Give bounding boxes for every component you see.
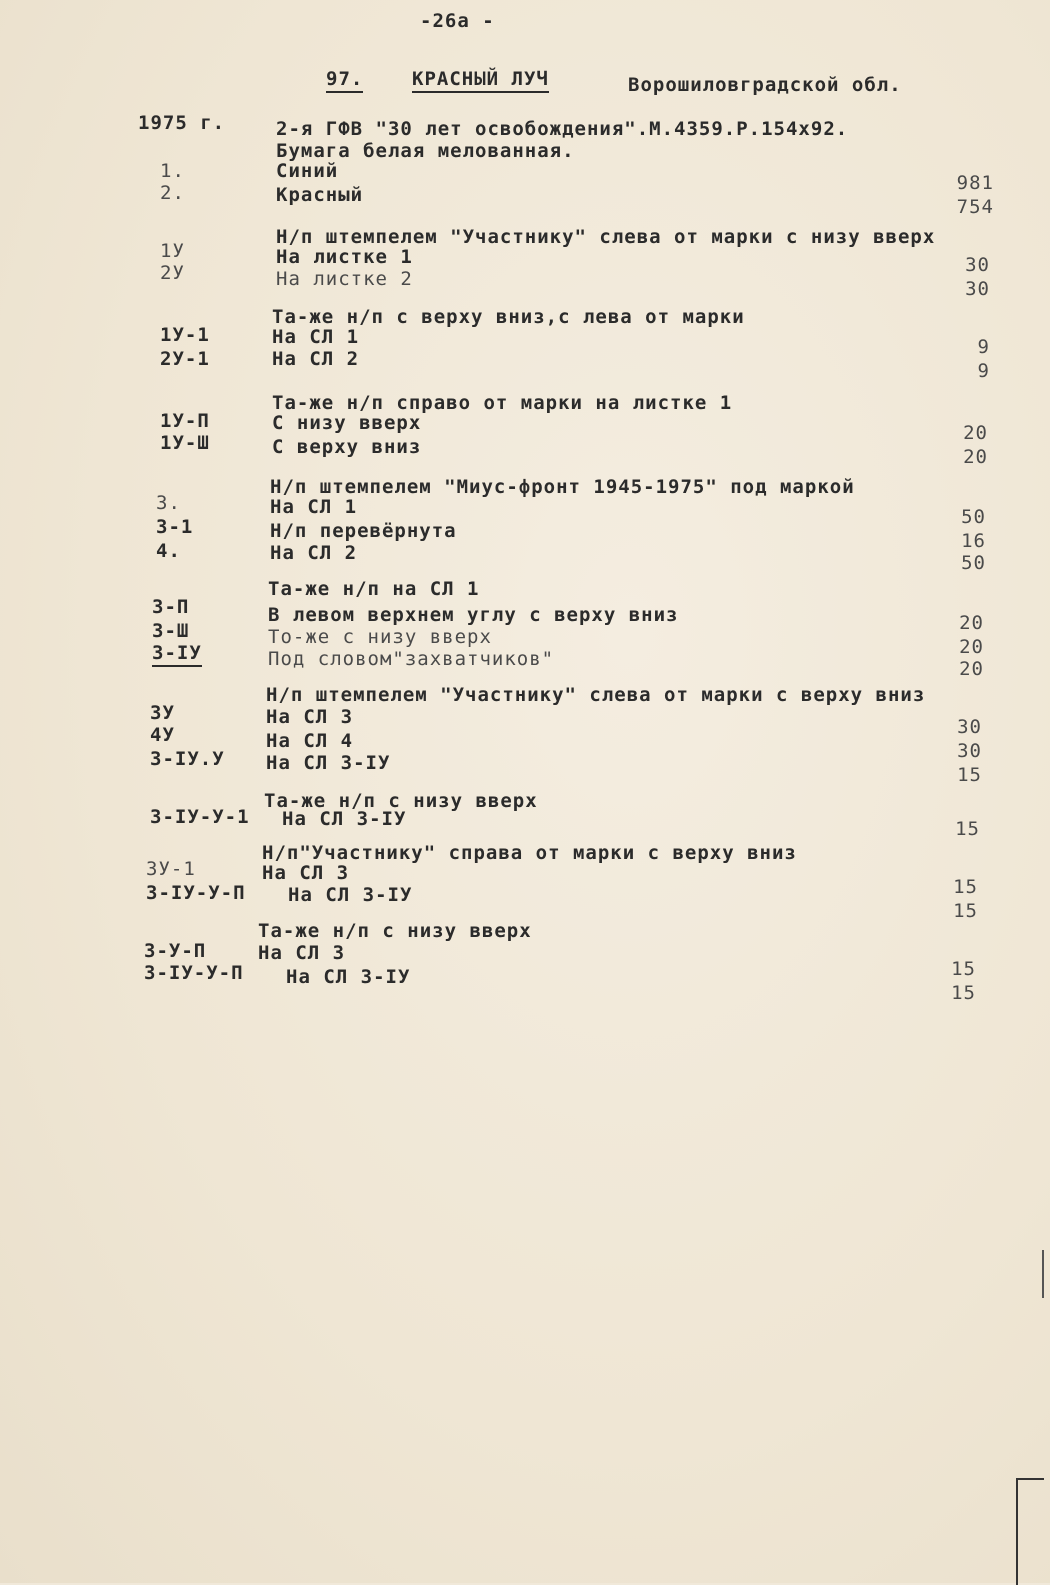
- entry-code: 4У: [150, 724, 175, 746]
- entry-code: 3-IУ: [152, 642, 202, 667]
- section-heading: Н/п штемпелем "Миус-фронт 1945-1975" под маркой: [270, 476, 855, 498]
- catalog-number: 97.: [326, 68, 363, 93]
- entry-text: На СЛ 3-IУ: [266, 752, 391, 774]
- entry-text: На листке 1: [276, 246, 413, 268]
- entry-value: 50: [961, 506, 986, 528]
- section-heading: Та-же н/п с низу вверх: [264, 790, 538, 812]
- corner-bracket-mark: [1016, 1478, 1044, 1585]
- entry-value: 15: [951, 958, 976, 980]
- entry-text: На СЛ 1: [272, 326, 360, 348]
- entry-value: 20: [959, 636, 984, 658]
- year: 1975 г.: [138, 112, 226, 134]
- entry-code: 1У: [160, 240, 185, 262]
- section-heading: Та-же н/п на СЛ 1: [268, 578, 480, 600]
- page-edge-mark: [1042, 1250, 1044, 1298]
- place-name: КРАСНЫЙ ЛУЧ: [412, 68, 549, 93]
- entry-value: 15: [953, 900, 978, 922]
- entry-code: 3-IУ.У: [150, 748, 225, 770]
- entry-value: 20: [959, 658, 984, 680]
- entry-value: 15: [951, 982, 976, 1004]
- entry-text: Н/п перевёрнута: [270, 520, 457, 542]
- entry-text: В левом верхнем углу с верху вниз: [268, 604, 679, 626]
- entry-text: На СЛ 3-IУ: [288, 884, 413, 906]
- entry-code: 2У-1: [160, 348, 210, 370]
- entry-code: 2.: [160, 182, 185, 204]
- entry-value: 20: [963, 446, 988, 468]
- entry-text: То-же с низу вверх: [268, 626, 492, 648]
- entry-code: 3-IУ-У-1: [150, 806, 250, 828]
- entry-value: 15: [957, 764, 982, 786]
- entry-code: 1У-1: [160, 324, 210, 346]
- section-heading: Н/п штемпелем "Участнику" слева от марки с верху вниз: [266, 684, 926, 706]
- entry-code: 3-1: [156, 516, 194, 538]
- entry-text: На СЛ 2: [272, 348, 360, 370]
- entry-code: 3У-1: [146, 858, 196, 880]
- entry-value: 16: [961, 530, 986, 552]
- entry-text: На СЛ 4: [266, 730, 354, 752]
- page-number: -26а -: [420, 10, 495, 32]
- entry-code: 1.: [160, 160, 185, 182]
- entry-text: На СЛ 3-IУ: [286, 966, 411, 988]
- entry-value: 30: [957, 740, 982, 762]
- issue-description: 2-я ГФВ "30 лет освобождения".М.4359.Р.154х92.: [276, 118, 849, 140]
- entry-text: На СЛ 1: [270, 496, 358, 518]
- entry-text: На листке 2: [276, 268, 413, 290]
- entry-code: 1У-П: [160, 410, 210, 432]
- entry-code: 2У: [160, 262, 185, 284]
- entry-text: Под словом"захватчиков": [268, 648, 555, 670]
- entry-value: 30: [965, 254, 990, 276]
- entry-text: На СЛ 3: [262, 862, 350, 884]
- entry-text: С верху вниз: [272, 436, 422, 458]
- entry-value: 30: [965, 278, 990, 300]
- entry-value: 9: [977, 360, 990, 382]
- entry-value: 981: [956, 172, 994, 194]
- entry-code: 3.: [156, 492, 181, 514]
- entry-value: 754: [956, 196, 994, 218]
- entry-code: 1У-Ш: [160, 432, 210, 454]
- region-name: Ворошиловградской обл.: [628, 74, 902, 96]
- section-heading: Н/п"Участнику" справа от марки с верху вниз: [262, 842, 797, 864]
- section-heading: Та-же н/п справо от марки на листке 1: [272, 392, 733, 414]
- entry-value: 20: [963, 422, 988, 444]
- entry-text: На СЛ 2: [270, 542, 358, 564]
- entry-code: 3У: [150, 702, 175, 724]
- paper-description: Бумага белая мелованная.: [276, 140, 575, 162]
- entry-code: 4.: [156, 540, 181, 562]
- entry-code: 3-У-П: [144, 940, 207, 962]
- entry-text: На СЛ 3: [258, 942, 346, 964]
- entry-value: 15: [955, 818, 980, 840]
- entry-value: 20: [959, 612, 984, 634]
- entry-text: На СЛ 3: [266, 706, 354, 728]
- entry-value: 50: [961, 552, 986, 574]
- entry-value: 30: [957, 716, 982, 738]
- entry-text: На СЛ 3-IУ: [282, 808, 407, 830]
- entry-code: 3-П: [152, 596, 190, 618]
- entry-code: 3-IУ-У-П: [144, 962, 244, 984]
- entry-text: Красный: [276, 184, 364, 206]
- entry-value: 15: [953, 876, 978, 898]
- entry-value: 9: [977, 336, 990, 358]
- section-heading: Та-же н/п с верху вниз,с лева от марки: [272, 306, 745, 328]
- section-heading: Н/п штемпелем "Участнику" слева от марки с низу вверх: [276, 226, 936, 248]
- section-heading: Та-же н/п с низу вверх: [258, 920, 532, 942]
- entry-text: Синий: [276, 160, 339, 182]
- entry-text: С низу вверх: [272, 412, 422, 434]
- entry-code: 3-IУ-У-П: [146, 882, 246, 904]
- entry-code: 3-Ш: [152, 620, 190, 642]
